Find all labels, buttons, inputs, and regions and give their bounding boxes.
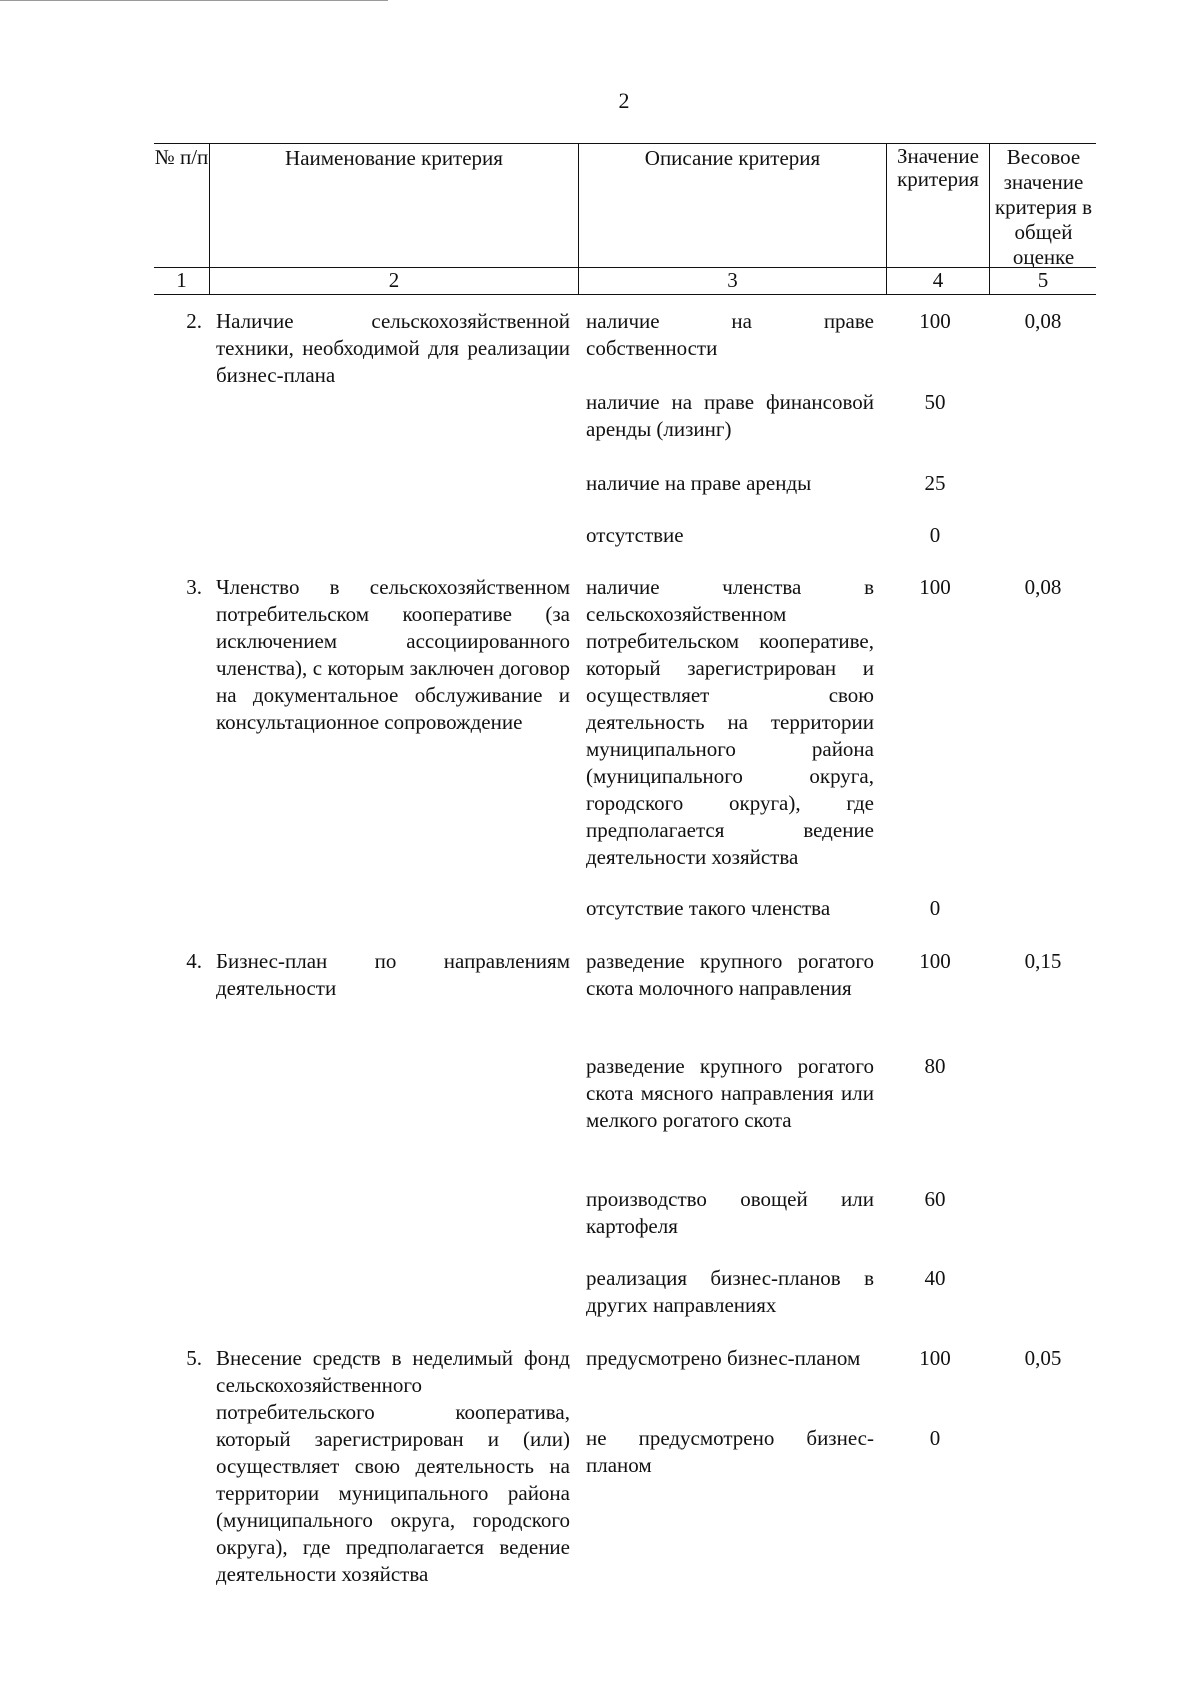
criterion-number: 3.	[186, 575, 202, 599]
header-middle-rule	[154, 267, 1096, 268]
option-value: 100	[919, 949, 951, 973]
option-description: производство овощей или картофеля	[586, 1187, 874, 1238]
scan-edge-line	[0, 0, 388, 1]
criterion-number: 5.	[186, 1346, 202, 1370]
page-number: 2	[618, 88, 630, 113]
col-number-5: 5	[1037, 268, 1049, 292]
criterion-name: Бизнес-план по направлениям деятельности	[216, 949, 570, 1000]
option-value: 60	[924, 1187, 946, 1211]
col-number-1: 1	[176, 268, 187, 292]
col-number-3: 3	[727, 268, 738, 292]
option-value: 40	[924, 1266, 946, 1290]
option-description: отсутствие такого членства	[586, 896, 831, 920]
option-description: наличие членства в сельскохозяйственном потребительском кооперативе, который зарегистрирован и осуществляет свою деятельность на территории муниципального района (муниципального округа, городского округа), где предполагается ведение деятельности хозяйства	[586, 575, 874, 869]
option-value: 80	[924, 1054, 946, 1078]
option-description: предусмотрено бизнес-планом	[586, 1346, 861, 1370]
criterion-weight: 0,08	[1024, 575, 1062, 599]
option-description: разведение крупного рогатого скота мясного направления или мелкого рогатого скота	[586, 1054, 874, 1132]
col-number-2: 2	[388, 268, 400, 292]
table-header	[154, 143, 1096, 295]
criterion-weight: 0,15	[1024, 949, 1062, 973]
header-desc: Описание критерия	[644, 146, 821, 170]
header-num: № п/п	[154, 145, 209, 169]
option-value: 100	[919, 1346, 951, 1370]
option-value: 50	[924, 390, 946, 414]
criterion-number: 4.	[186, 949, 202, 973]
option-description: наличие на праве аренды	[586, 471, 812, 495]
option-description: разведение крупного рогатого скота молочного направления	[586, 949, 874, 1000]
criterion-weight: 0,05	[1024, 1346, 1062, 1370]
criterion-weight: 0,08	[1024, 309, 1062, 333]
option-description: наличие на праве финансовой аренды (лизинг)	[586, 390, 874, 441]
option-value: 0	[929, 896, 941, 920]
option-description: отсутствие	[586, 523, 684, 547]
criterion-name: Членство в сельскохозяйственном потребительском кооперативе (за исключением ассоциированного членства), с которым заключен договор на документальное обслуживание и консультационное сопровождение	[216, 575, 570, 734]
header-bottom-rule	[154, 294, 1096, 295]
header-weight: Весовое значение критерия в общей оценке	[994, 145, 1092, 269]
option-value: 0	[929, 1426, 941, 1450]
option-value: 25	[924, 471, 946, 495]
option-description: наличие на праве собственности	[586, 309, 874, 360]
header-value: Значение критерия	[897, 144, 979, 191]
option-value: 100	[919, 309, 951, 333]
option-value: 100	[919, 575, 951, 599]
col-number-4: 4	[932, 268, 944, 292]
option-description: реализация бизнес-планов в других направлениях	[586, 1266, 874, 1317]
option-description: не предусмотрено бизнес-планом	[586, 1426, 874, 1477]
criterion-name: Внесение средств в неделимый фонд сельскохозяйственного потребительского кооператива, который зарегистрирован и (или) осуществляет свою деятельность на территории муниципального района (муниципального округа, городского округа), где предполагается ведение деятельности хозяйства	[216, 1346, 570, 1586]
criterion-number: 2.	[186, 309, 202, 333]
header-name: Наименование критерия	[285, 146, 503, 170]
criterion-name: Наличие сельскохозяйственной техники, необходимой для реализации бизнес-плана	[216, 309, 570, 387]
option-value: 0	[929, 523, 941, 547]
